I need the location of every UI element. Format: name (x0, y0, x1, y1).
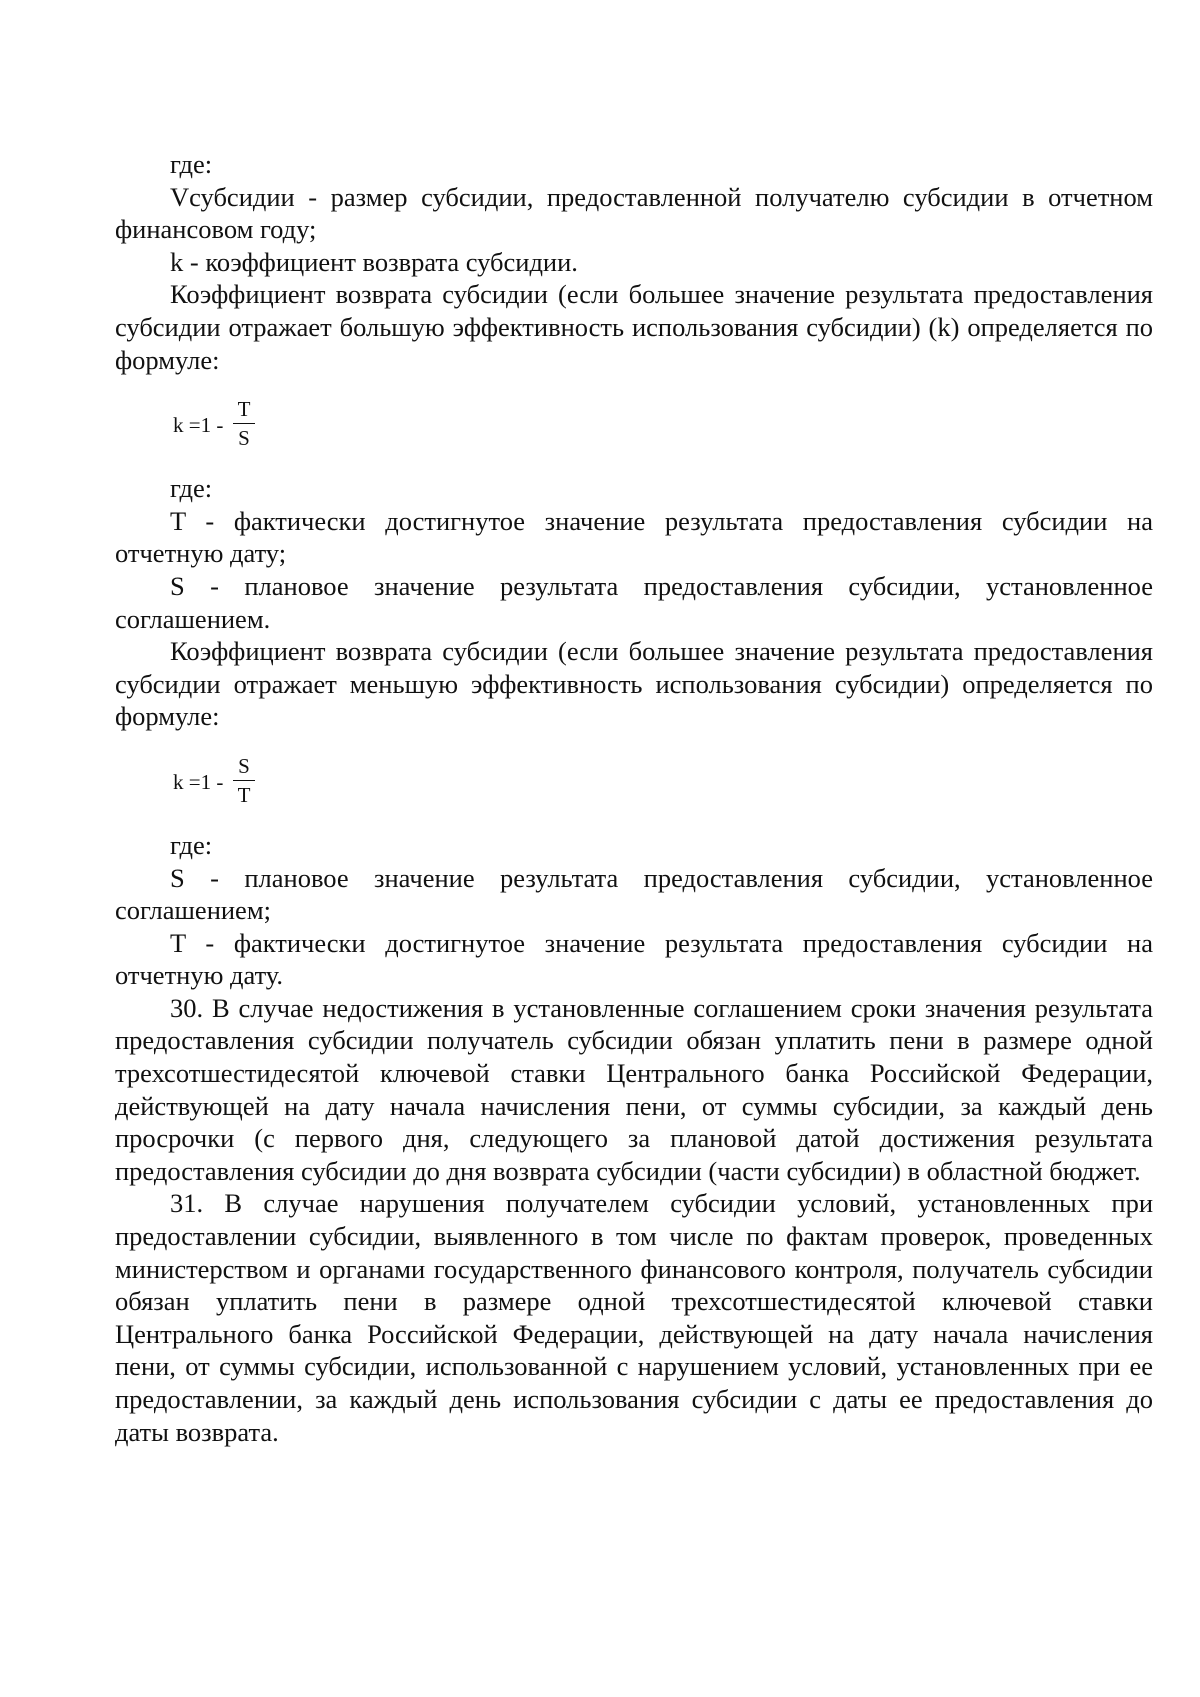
paragraph-where-3: где: (170, 829, 213, 860)
paragraph-coefficient-rule-2: Коэффициент возврата субсидии (если большее значение результата предоставления субсидии отражает меньшую эффективность использования субсидии) определяется по формуле: (115, 636, 1153, 732)
formula-lhs: k =1 - (173, 769, 224, 794)
fraction (233, 399, 255, 449)
fraction-numerator: S (238, 753, 250, 778)
fraction (233, 753, 255, 807)
paragraph-k-definition: k - коэффициент возврата субсидии. (170, 246, 578, 277)
formula-lhs: k =1 - (173, 413, 224, 438)
document-body (115, 148, 1153, 1448)
paragraph-where-1: где: (170, 149, 213, 179)
paragraph-clause-30: 30. В случае недостижения в установленные соглашением сроки значения результата предоставления субсидии получатель субсидии обязан уплатить пени в размере одной трехсотшестидесятой ключевой ставки Центрального банка Российской Федерации, действующей на дату начала начисления пени, от суммы субсидии, за каждый день просрочки (с первого дня, следующего за плановой датой достижения результата предоставления субсидии до дня возврата субсидии (части субсидии) в областной бюджет. (115, 992, 1153, 1186)
fraction-denominator: S (238, 426, 250, 451)
paragraph-where-2: где: (170, 473, 213, 504)
paragraph-s-definition-2: S - плановое значение результата предоставления субсидии, установленное соглашением; (115, 862, 1153, 926)
paragraph-t-definition-2: T - фактически достигнутое значение результата предоставления субсидии на отчетную дату. (115, 927, 1153, 991)
paragraph-s-definition: S - плановое значение результата предоставления субсидии, установленное соглашением. (115, 570, 1153, 634)
paragraph-coefficient-rule-1: Коэффициент возврата субсидии (если большее значение результата предоставления субсидии отражает большую эффективность использования субсидии) (k) определяется по формуле: (115, 279, 1153, 375)
fraction-numerator: T (237, 397, 251, 422)
fraction-bar (233, 423, 255, 424)
paragraph-clause-31: 31. В случае нарушения получателем субсидии условий, установленных при предоставлении субсидии, выявленного в том числе по фактам проверок, проведенных министерством и органами государственного финансового контроля, получатель субсидии обязан уплатить пени в размере одной трехсотшестидесятой ключевой ставки Центрального банка Российской Федерации, действующей на дату начала начисления пени, от суммы субсидии, использованной с нарушением условий, установленных при ее предоставлении, за каждый день использования субсидии с даты ее предоставления до даты возврата. (115, 1188, 1153, 1447)
fraction-bar (233, 780, 255, 781)
formula-block-1 (115, 376, 1153, 472)
paragraph-v-subsidy-definition: Vсубсидии - размер субсидии, предоставленной получателю субсидии в отчетном финансовом году; (115, 181, 1153, 245)
paragraph-t-definition: T - фактически достигнутое значение результата предоставления субсидии на отчетную дату; (115, 505, 1153, 569)
fraction-denominator: T (237, 782, 251, 807)
formula-block-2 (115, 733, 1153, 829)
